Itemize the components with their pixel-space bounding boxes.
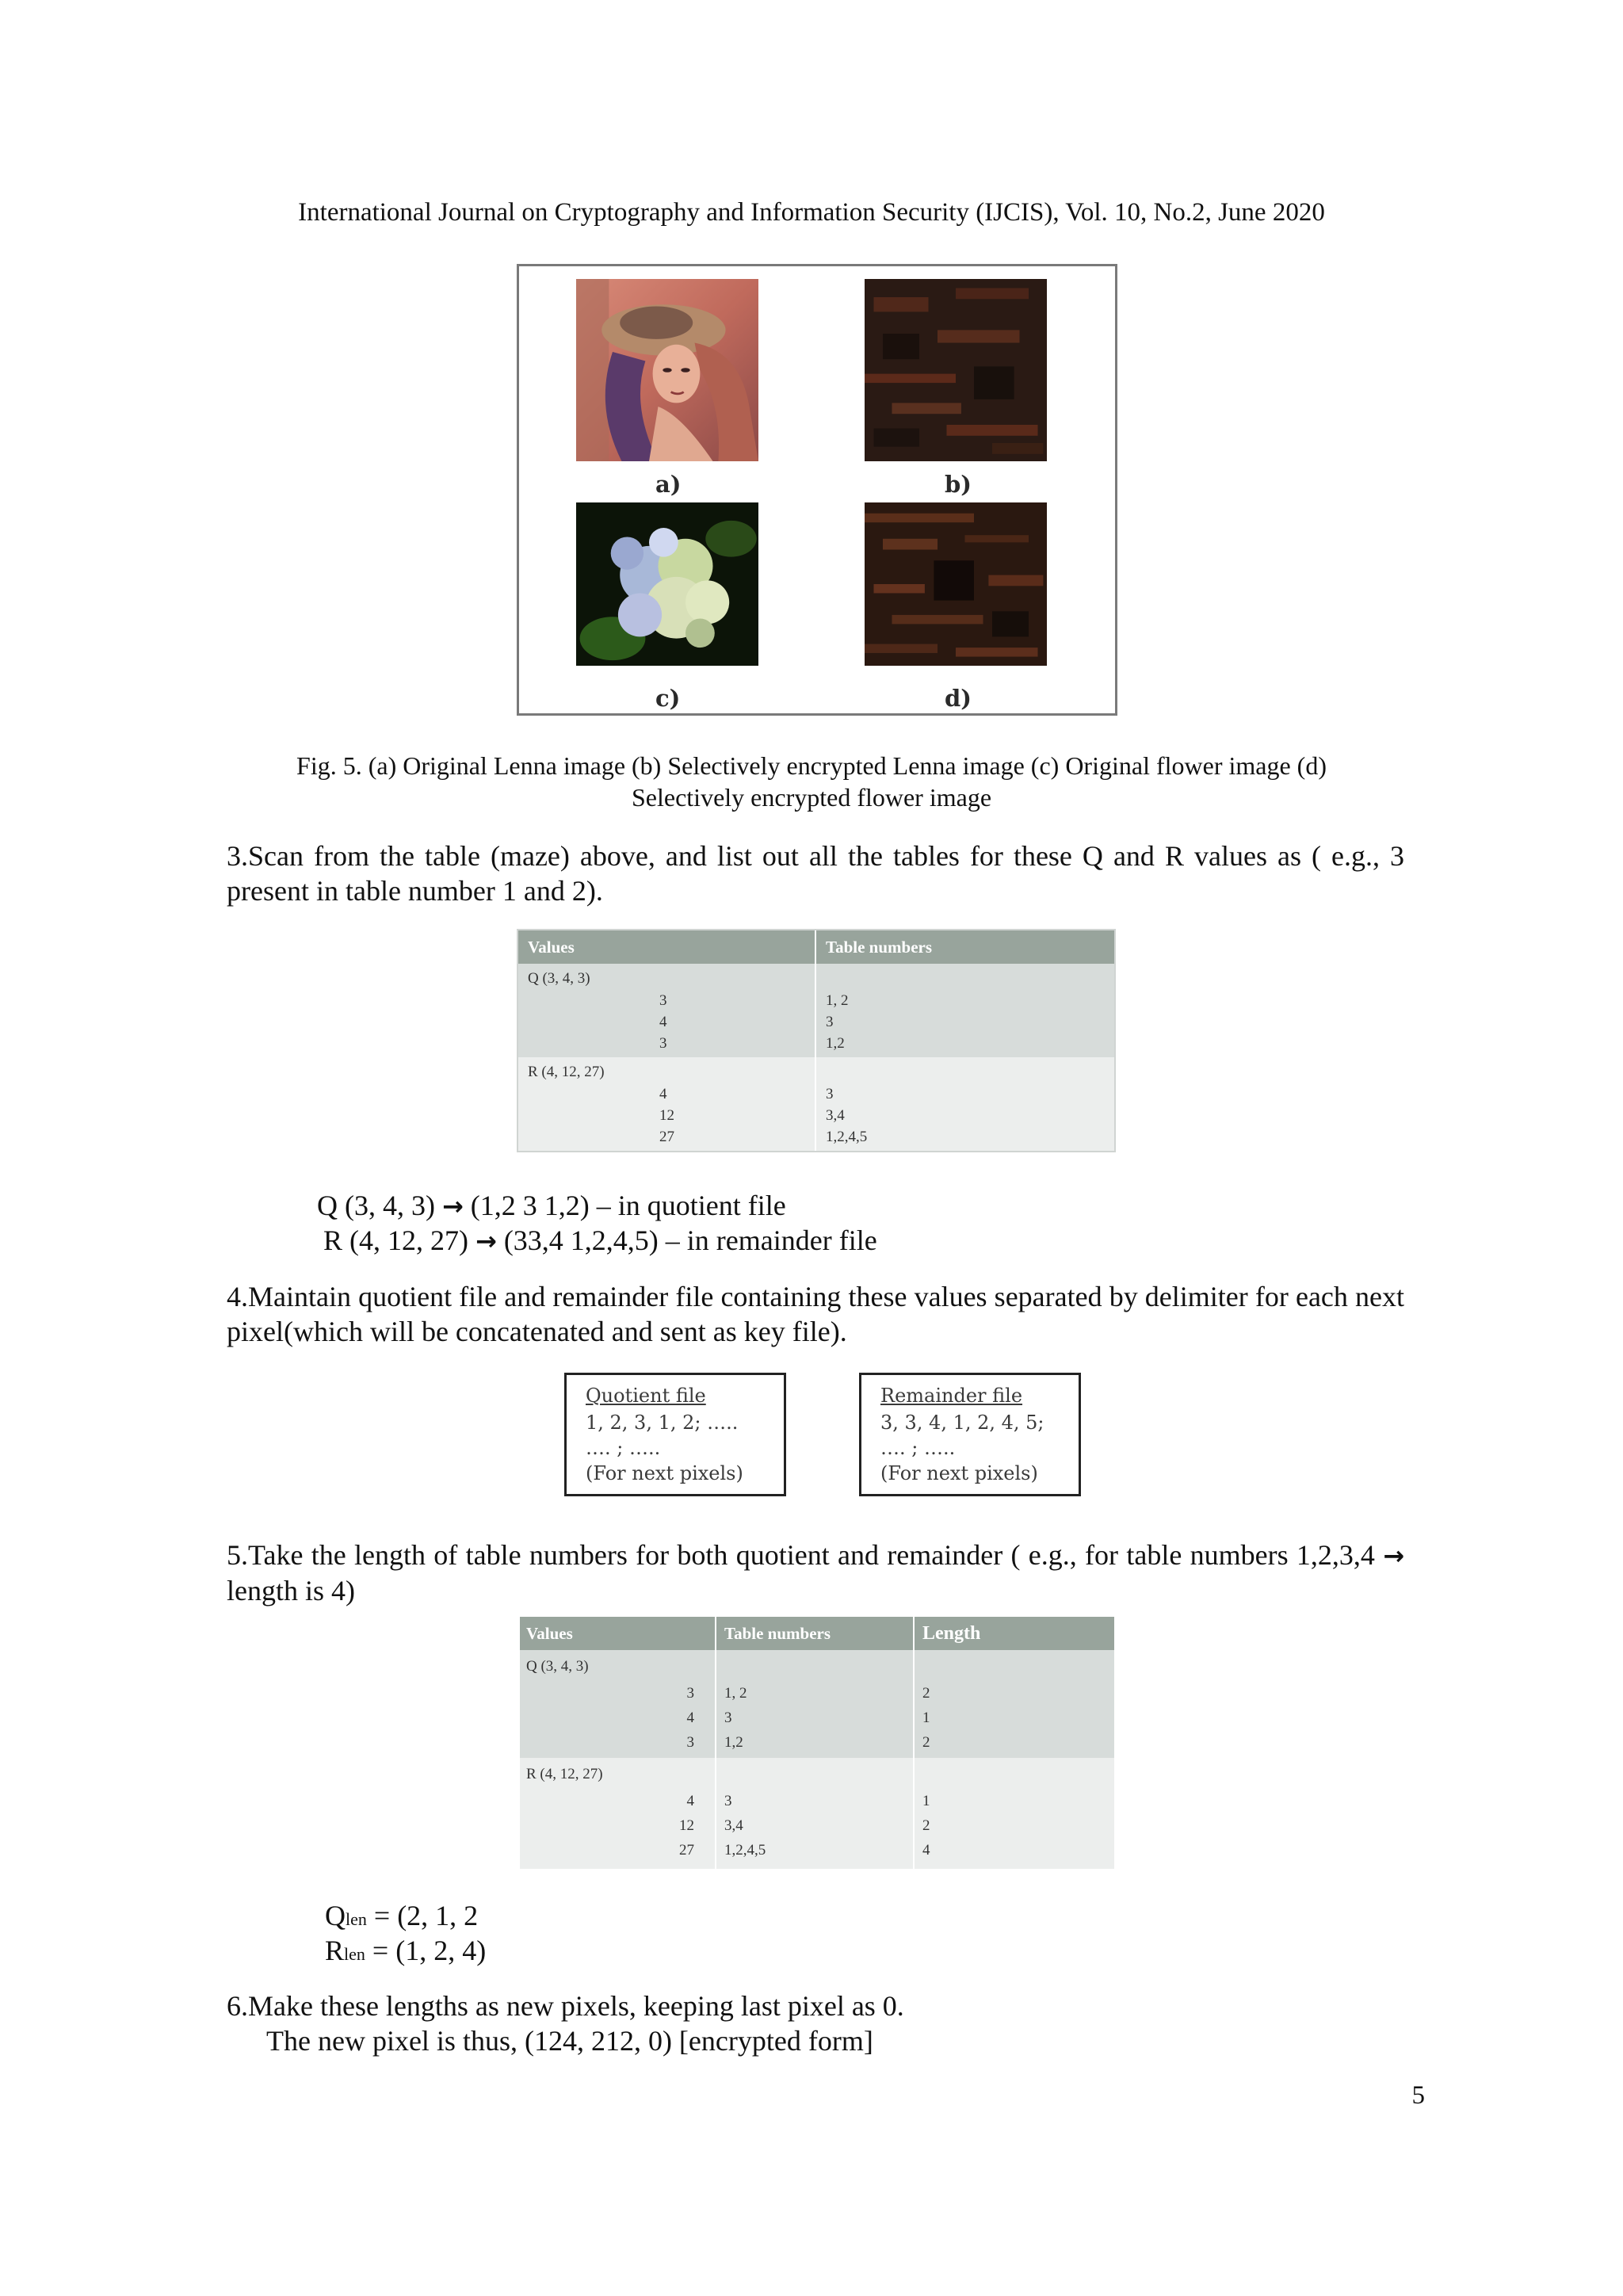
r-value: 27 — [659, 1129, 674, 1145]
step-6-line-1: 6.Make these lengths as new pixels, keeping last pixel as 0. — [227, 1990, 904, 2022]
label-a: a) — [655, 471, 682, 498]
r-result-prefix: R (4, 12, 27) — [323, 1224, 468, 1256]
remainder-file-line: (For next pixels) — [880, 1462, 1038, 1484]
q-result-line — [317, 1189, 786, 1222]
q-table-numbers: 3 — [724, 1710, 732, 1726]
header-table-numbers: Table numbers — [826, 938, 933, 957]
column-divider — [913, 1617, 915, 1869]
r-result-suffix: (33,4 1,2,4,5) – in remainder file — [503, 1224, 877, 1256]
lenna-original-image — [576, 279, 758, 461]
right-arrow-icon: → — [441, 1191, 464, 1221]
lenna-encrypted-image — [865, 279, 1047, 461]
rlen-line — [325, 1934, 486, 1967]
q-length: 2 — [922, 1685, 930, 1702]
r-value: 27 — [679, 1842, 694, 1859]
qlen-values: = (2, 1, 2 — [366, 1900, 479, 1931]
q-result-prefix: Q (3, 4, 3) — [317, 1190, 435, 1221]
r-table-numbers: 3 — [826, 1086, 834, 1102]
page-number: 5 — [1411, 2081, 1425, 2110]
label-b: b) — [945, 471, 972, 498]
q-length: 2 — [922, 1734, 930, 1751]
r-value: 12 — [659, 1107, 674, 1124]
label-c: c) — [655, 685, 681, 712]
header-values: Values — [526, 1624, 573, 1643]
remainder-file-title: Remainder file — [880, 1385, 1023, 1407]
r-length: 2 — [922, 1817, 930, 1834]
qlen-line — [325, 1899, 478, 1932]
q-length: 1 — [922, 1710, 930, 1726]
table-header — [520, 1617, 1114, 1650]
r-label: R (4, 12, 27) — [528, 1064, 605, 1080]
quotient-file-line: …. ; ….. — [586, 1437, 661, 1459]
rlen-sub: len — [344, 1944, 365, 1964]
step-6-line-2: The new pixel is thus, (124, 212, 0) [encrypted form] — [266, 2025, 873, 2057]
q-label: Q (3, 4, 3) — [526, 1658, 589, 1675]
q-value: 4 — [659, 1014, 667, 1030]
caption-line-1: Fig. 5. (a) Original Lenna image (b) Selectively encrypted Lenna image (c) Original flower image (d) — [296, 751, 1327, 780]
remainder-file-line: …. ; ….. — [880, 1437, 956, 1459]
r-label: R (4, 12, 27) — [526, 1766, 603, 1782]
step-4-text: 4.Maintain quotient file and remainder file containing these values separated by delimiter for each next pixel(which will be concatenated and sent as key file). — [227, 1281, 1404, 1347]
rlen-values: = (1, 2, 4) — [365, 1935, 487, 1966]
q-result-suffix: (1,2 3 1,2) – in quotient file — [470, 1190, 786, 1221]
q-value: 3 — [659, 992, 667, 1009]
header-table-numbers: Table numbers — [724, 1624, 831, 1643]
column-divider — [815, 930, 816, 1151]
q-value: 3 — [686, 1734, 694, 1751]
remainder-file-line: 3, 3, 4, 1, 2, 4, 5; — [880, 1412, 1044, 1434]
journal-header: International Journal on Cryptography and Information Security (IJCIS), Vol. 10, No.2, June 2020 — [298, 198, 1325, 227]
step-5-text-b: length is 4) — [227, 1575, 355, 1606]
r-table-numbers: 1,2,4,5 — [826, 1129, 868, 1145]
r-result-line — [323, 1224, 877, 1257]
r-value: 4 — [686, 1793, 694, 1809]
q-table-numbers: 3 — [826, 1014, 834, 1030]
right-arrow-icon: → — [1383, 1541, 1404, 1571]
figure-5-frame — [517, 264, 1117, 716]
q-row-band — [518, 964, 1114, 1057]
r-length: 4 — [922, 1842, 930, 1859]
q-table-numbers: 1, 2 — [724, 1685, 747, 1702]
step-5-text — [227, 1538, 1404, 1608]
q-row-band — [520, 1650, 1114, 1758]
header-values: Values — [528, 938, 575, 957]
quotient-file-line: (For next pixels) — [586, 1462, 743, 1484]
q-r-table-numbers-table — [517, 929, 1116, 1152]
qlen-base: Q — [325, 1900, 346, 1931]
right-arrow-icon: → — [475, 1226, 497, 1256]
qlen-sub: len — [346, 1909, 367, 1929]
rlen-base: R — [325, 1935, 345, 1966]
flower-original-image — [576, 502, 758, 666]
q-value: 3 — [686, 1685, 694, 1702]
step-5-text-a: 5.Take the length of table numbers for both quotient and remainder ( e.g., for table numbers 1,2,3,4 — [227, 1539, 1375, 1571]
r-row-band — [518, 1057, 1114, 1151]
label-d: d) — [945, 685, 972, 712]
q-table-numbers: 1, 2 — [826, 992, 849, 1009]
q-label: Q (3, 4, 3) — [528, 970, 590, 987]
quotient-file-line: 1, 2, 3, 1, 2; ….. — [586, 1412, 739, 1434]
quotient-file-box — [564, 1373, 786, 1496]
flower-encrypted-image — [865, 502, 1047, 666]
length-table — [520, 1617, 1114, 1869]
r-length: 1 — [922, 1793, 930, 1809]
column-divider — [715, 1617, 716, 1869]
q-value: 3 — [659, 1035, 667, 1052]
table-header — [518, 930, 1114, 964]
r-table-numbers: 1,2,4,5 — [724, 1842, 766, 1859]
r-table-numbers: 3,4 — [724, 1817, 743, 1834]
q-table-numbers: 1,2 — [826, 1035, 845, 1052]
r-table-numbers: 3,4 — [826, 1107, 845, 1124]
r-table-numbers: 3 — [724, 1793, 732, 1809]
q-value: 4 — [686, 1710, 694, 1726]
figure-caption — [158, 750, 1465, 813]
r-value: 12 — [679, 1817, 694, 1834]
caption-line-2: Selectively encrypted flower image — [631, 783, 992, 812]
step-3-text: 3.Scan from the table (maze) above, and list out all the tables for these Q and R values as ( e.g., 3 present in table number 1 and 2). — [227, 840, 1404, 907]
r-row-band — [520, 1758, 1114, 1869]
quotient-file-title: Quotient file — [586, 1385, 706, 1407]
remainder-file-box — [859, 1373, 1081, 1496]
header-length: Length — [922, 1623, 981, 1644]
r-value: 4 — [659, 1086, 667, 1102]
q-table-numbers: 1,2 — [724, 1734, 743, 1751]
